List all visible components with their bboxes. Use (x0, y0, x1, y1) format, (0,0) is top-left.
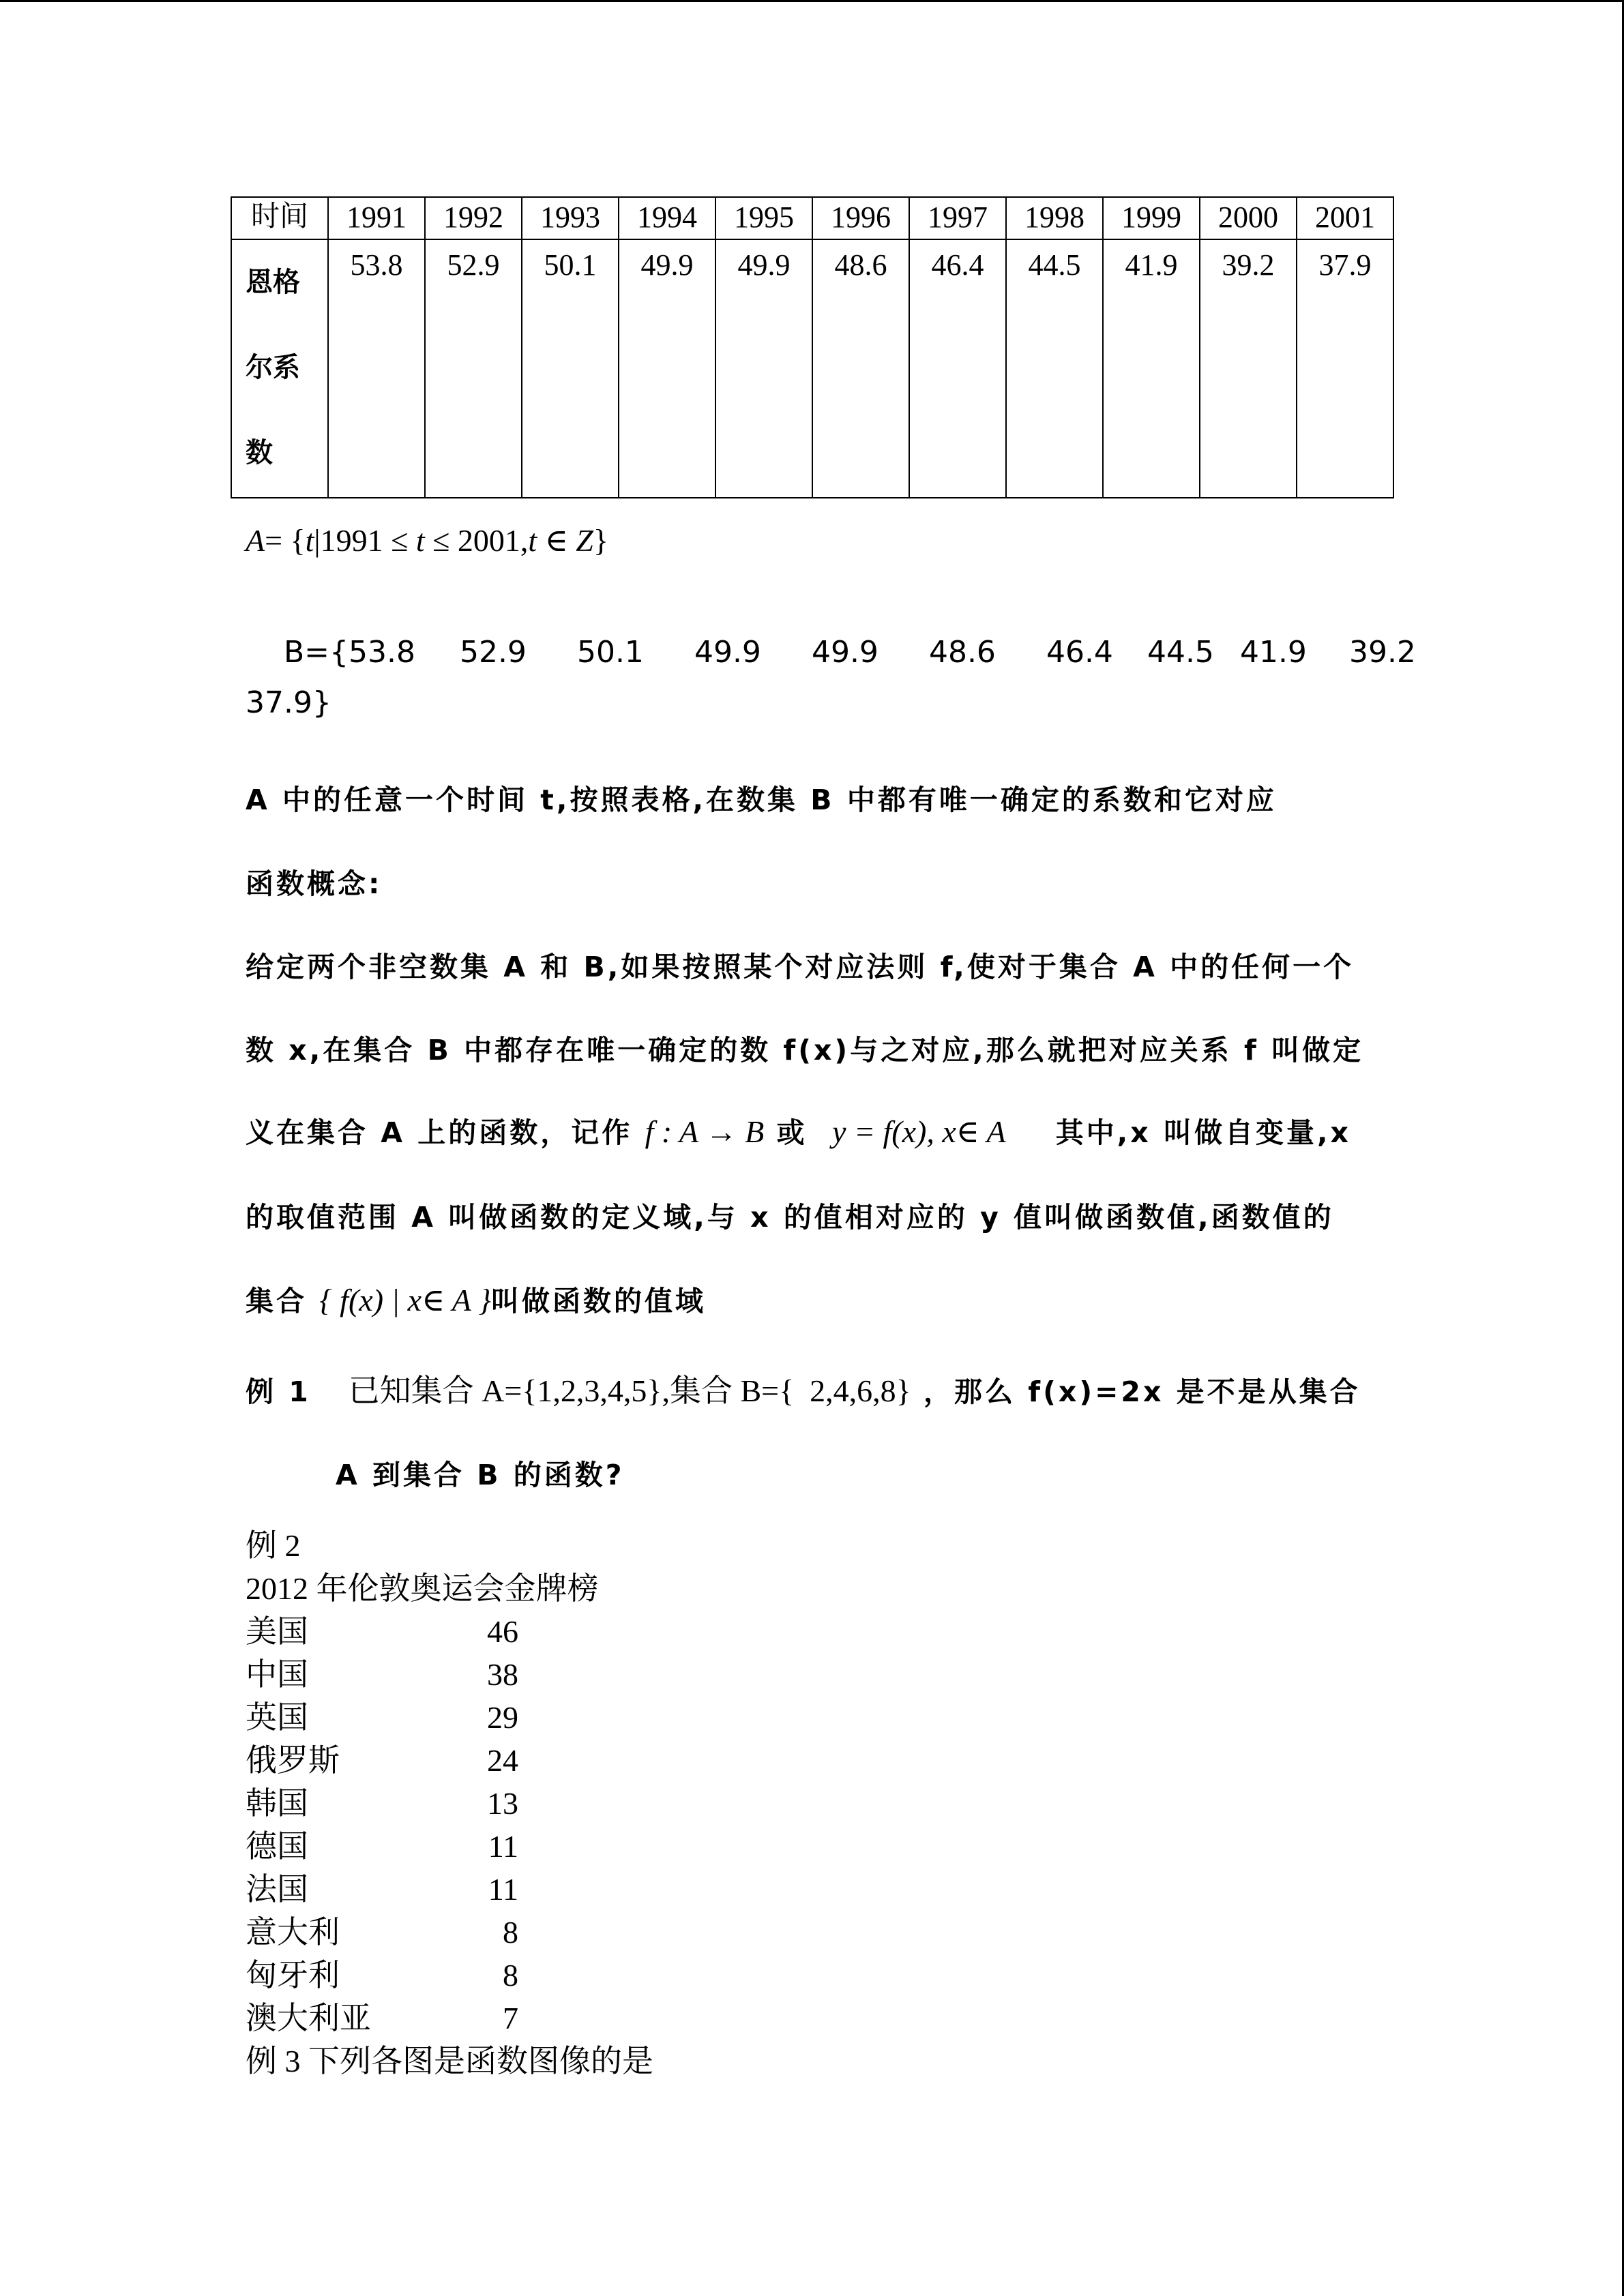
row-label-line: 数 (246, 437, 273, 468)
value-cell: 50.1 (522, 239, 619, 498)
paragraph-correspondence: A 中的任意一个时间 t,按照表格,在数集 B 中都有唯一确定的系数和它对应 (246, 784, 1277, 816)
year-cell: 1994 (619, 197, 715, 239)
year-cell: 1999 (1103, 197, 1200, 239)
list-item: 法国 11 (246, 1872, 518, 1907)
table-value-row (231, 239, 1393, 498)
value-cell: 49.9 (715, 239, 812, 498)
set-b-continuation: 37.9} (246, 685, 331, 720)
row-label-line: 恩格 (246, 267, 300, 298)
value-cell: 39.2 (1200, 239, 1297, 498)
section-title-function-concept: 函数概念: (246, 867, 383, 900)
year-cell: 1991 (328, 197, 425, 239)
value-cell: 53.8 (328, 239, 425, 498)
row-label-line: 尔系 (246, 352, 300, 383)
year-cell: 1993 (522, 197, 619, 239)
year-cell: 1995 (715, 197, 812, 239)
year-cell: 1997 (909, 197, 1006, 239)
list-item: 意大利 8 (246, 1915, 518, 1950)
value-cell: 37.9 (1297, 239, 1393, 498)
year-cell: 2001 (1297, 197, 1393, 239)
value-cell: 41.9 (1103, 239, 1200, 498)
definition-line-2: 数 x,在集合 B 中都存在唯一确定的数 f(x)与之对应,那么就把对应关系 f 叫做定 (246, 1034, 1364, 1067)
list-item: 匈牙利 8 (246, 1958, 518, 1993)
list-item: 德国 11 (246, 1829, 518, 1864)
table-header-row (231, 197, 1393, 239)
list-item: 俄罗斯 24 (246, 1743, 518, 1778)
year-cell: 1992 (425, 197, 522, 239)
list-item: 美国 46 (246, 1614, 518, 1649)
engel-coefficient-table (231, 196, 1394, 498)
year-cell: 1998 (1006, 197, 1103, 239)
list-item: 韩国 13 (246, 1786, 518, 1821)
example-3: 例 3 下列各图是函数图像的是 (246, 2044, 653, 2078)
definition-line-1: 给定两个非空数集 A 和 B,如果按照某个对应法则 f,使对于集合 A 中的任何一个 (246, 951, 1355, 983)
list-item: 澳大利亚 7 (246, 2001, 518, 2036)
set-b-definition: B={53.8 52.9 50.1 49.9 49.9 48.6 46.4 44.5 41.9 39.2 (283, 635, 1416, 670)
example-2-label: 例 2 (246, 1528, 301, 1563)
year-cell: 2000 (1200, 197, 1297, 239)
definition-line-5: 集合 { f(x) | x∈ A }叫做函数的值域 (246, 1283, 706, 1317)
example-1: 例 1 已知集合 A={1,2,3,4,5},集合 B={ 2,4,6,8} ，那么 f(x)=2x 是不是从集合 (246, 1373, 1361, 1408)
math-function: y = f(x), x∈ A (832, 1114, 1006, 1149)
definition-line-3: 义在集合 A 上的函数，记作 f : A → B 或 y = f(x), x∈ A 其中,x 叫做自变量,x (246, 1114, 1352, 1149)
math-range-set: { f(x) | x∈ A } (319, 1283, 491, 1317)
list-item: 中国 38 (246, 1657, 518, 1692)
math-mapping: f : A → B (645, 1114, 765, 1149)
example-1-sets: 已知集合 A={1,2,3,4,5},集合 B={ 2,4,6,8} (348, 1373, 911, 1408)
value-cell: 49.9 (619, 239, 715, 498)
set-a-definition: A= {t|1991 ≤ t ≤ 2001,t ∈ Z} (246, 523, 608, 558)
example-1-line-2: A 到集合 B 的函数? (336, 1459, 625, 1491)
example-2-title: 2012 年伦敦奥运会金牌榜 (246, 1571, 599, 1606)
header-label: 时间 (231, 197, 328, 239)
year-cell: 1996 (812, 197, 909, 239)
row-label (231, 239, 328, 498)
page-top-border (0, 0, 1624, 2)
definition-line-4: 的取值范围 A 叫做函数的定义域,与 x 的值相对应的 y 值叫做函数值,函数值的 (246, 1201, 1334, 1234)
value-cell: 48.6 (812, 239, 909, 498)
value-cell: 46.4 (909, 239, 1006, 498)
value-cell: 52.9 (425, 239, 522, 498)
list-item: 英国 29 (246, 1700, 518, 1735)
value-cell: 44.5 (1006, 239, 1103, 498)
